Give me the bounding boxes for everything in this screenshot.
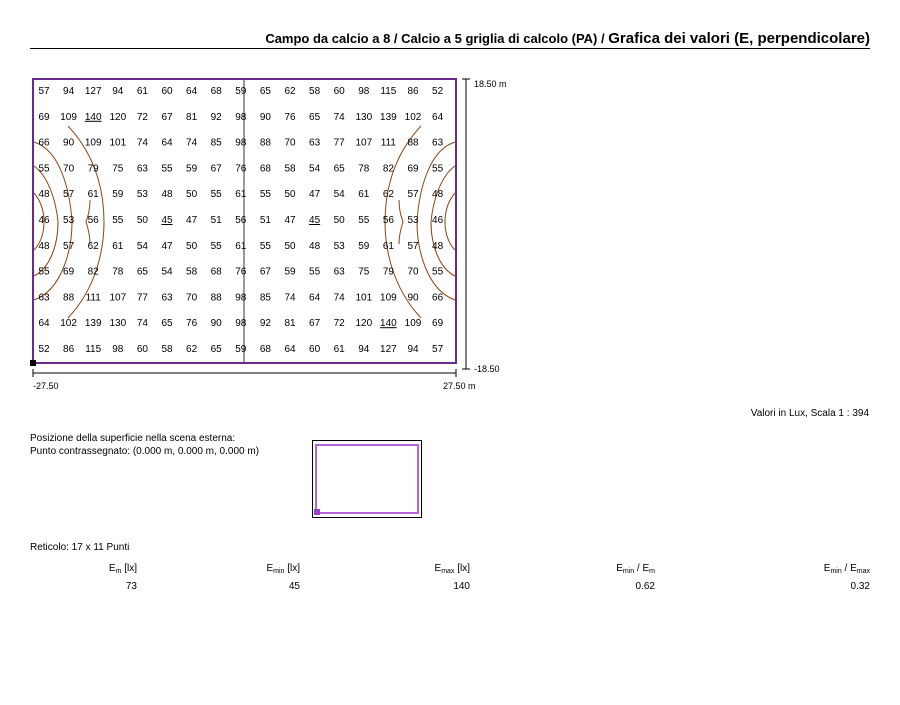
grid-value: 64: [432, 111, 444, 123]
grid-value: 90: [210, 318, 222, 330]
grid-value: 55: [161, 163, 173, 175]
grid-value: 64: [186, 86, 198, 97]
grid-value: 61: [382, 240, 394, 252]
grid-value: 47: [284, 215, 296, 226]
grid-value: 47: [309, 189, 321, 201]
grid-value: 76: [284, 111, 296, 123]
grid-value: 70: [407, 266, 419, 278]
grid-value: 68: [210, 266, 222, 278]
dim-right-x: 27.50 m: [443, 381, 476, 391]
grid-value: 82: [87, 266, 99, 278]
grid-value: 64: [309, 292, 321, 304]
grid-value: 64: [284, 344, 296, 355]
stat-emin-em-value: 0.62: [635, 581, 655, 592]
grid-value: 54: [136, 240, 148, 252]
grid-value: 59: [284, 266, 296, 278]
grid-value: 109: [380, 292, 397, 304]
grid-value: 94: [63, 86, 75, 97]
scale-note: Valori in Lux, Scala 1 : 394: [750, 408, 869, 419]
grid-value: 46: [38, 215, 50, 226]
grid-value: 90: [259, 111, 271, 123]
grid-value: 67: [161, 111, 173, 123]
grid-value: 120: [109, 111, 127, 123]
grid-value: 88: [259, 137, 271, 149]
grid-value: 50: [186, 240, 198, 252]
grid-value: 109: [60, 111, 77, 123]
grid-value: 66: [432, 292, 444, 304]
title-main: Grafica dei valori (E, perpendicolare): [608, 30, 870, 47]
grid-value: 56: [87, 215, 99, 226]
grid-value: 54: [161, 266, 173, 278]
grid-value: 90: [407, 292, 419, 304]
grid-value: 127: [84, 86, 102, 97]
stat-em: $E_m$ [lx] 73: [80, 563, 137, 593]
stat-em-value: 73: [125, 581, 137, 592]
grid-value: 53: [333, 240, 345, 252]
grid-value: 48: [161, 189, 173, 201]
grid-value: 75: [112, 163, 124, 175]
grid-value: 74: [284, 292, 296, 304]
grid-value: 70: [63, 163, 75, 175]
grid-value: 140: [84, 111, 102, 123]
grid-value: 65: [333, 163, 345, 175]
grid-value: 94: [112, 86, 124, 97]
grid-value: 130: [109, 318, 127, 330]
grid-value: 50: [186, 189, 198, 201]
grid-value: 98: [235, 111, 247, 123]
grid-value: 74: [333, 292, 345, 304]
grid-value: 52: [38, 344, 50, 355]
grid-value: 65: [136, 266, 148, 278]
grid-value: 51: [210, 215, 222, 226]
grid-value: 76: [235, 163, 247, 175]
grid-value: 62: [382, 189, 394, 201]
grid-value: 86: [63, 344, 75, 355]
grid-value: 62: [87, 240, 99, 252]
grid-value: 61: [333, 344, 345, 355]
grid-value: 63: [38, 292, 50, 304]
grid-value: 102: [404, 111, 422, 123]
grid-info: Reticolo: 17 x 11 Punti: [30, 542, 130, 553]
grid-value: 70: [284, 137, 296, 149]
grid-value: 58: [186, 266, 198, 278]
grid-value: 45: [309, 215, 321, 226]
grid-value: 59: [186, 163, 198, 175]
grid-value: 56: [235, 215, 247, 226]
grid-value: 48: [309, 240, 321, 252]
grid-value: 88: [407, 137, 419, 149]
grid-value: 55: [112, 215, 124, 226]
grid-value: 72: [136, 111, 148, 123]
grid-value: 48: [432, 240, 444, 252]
grid-value: 94: [358, 344, 370, 355]
marked-point: [314, 509, 320, 515]
grid-value: 48: [432, 189, 444, 201]
grid-value: 62: [284, 86, 296, 97]
grid-value: 69: [407, 163, 419, 175]
grid-value: 57: [407, 240, 419, 252]
grid-value: 109: [84, 137, 102, 149]
title-breadcrumb: Campo da calcio a 8 / Calcio a 5 griglia di calcolo (PA) /: [265, 31, 609, 46]
grid-value: 55: [38, 163, 50, 175]
grid-value: 115: [380, 86, 397, 97]
grid-value: 107: [355, 137, 373, 149]
grid-value: 88: [210, 292, 222, 304]
stat-emin: $E_{min}$ [lx] 45: [230, 563, 300, 593]
grid-value: 72: [333, 318, 345, 330]
grid-value: 64: [161, 137, 173, 149]
grid-value: 69: [38, 111, 50, 123]
grid-value: 120: [355, 318, 373, 330]
grid-value: 55: [432, 163, 444, 175]
grid-value: 63: [333, 266, 345, 278]
grid-value: 64: [38, 318, 50, 330]
position-info: [30, 432, 259, 458]
grid-value: 58: [309, 86, 321, 97]
grid-value: 127: [380, 344, 397, 355]
grid-value: 55: [38, 266, 50, 278]
grid-value: 59: [235, 344, 247, 355]
grid-value: 61: [235, 189, 247, 201]
grid-value: 76: [186, 318, 198, 330]
scene-position-thumbnail: [312, 440, 424, 520]
grid-value: 57: [432, 344, 444, 355]
grid-value: 65: [259, 86, 271, 97]
grid-value: 56: [382, 215, 394, 226]
grid-value: 60: [309, 344, 321, 355]
grid-value: 67: [259, 266, 271, 278]
grid-value: 115: [85, 344, 102, 355]
grid-value: 57: [407, 189, 419, 201]
grid-value: 101: [355, 292, 373, 304]
grid-value: 61: [112, 240, 124, 252]
grid-value: 94: [407, 344, 419, 355]
grid-value: 57: [63, 240, 75, 252]
grid-value: 47: [161, 240, 173, 252]
stat-emin-em: $E_{min} / E_m$ 0.62: [580, 563, 655, 593]
isolux-line: [445, 193, 455, 250]
grid-value: 61: [358, 189, 370, 201]
grid-value: 65: [161, 318, 173, 330]
grid-value: 98: [235, 292, 247, 304]
grid-value: 69: [432, 318, 444, 330]
grid-value: 111: [85, 292, 101, 304]
grid-value: 50: [284, 240, 296, 252]
grid-value: 109: [404, 318, 422, 330]
grid-value: 78: [112, 266, 124, 278]
grid-value: 58: [161, 344, 173, 355]
grid-value: 53: [136, 189, 148, 201]
grid-value: 90: [63, 137, 75, 149]
grid-value: 55: [309, 266, 321, 278]
grid-value: 130: [355, 111, 373, 123]
grid-value: 57: [63, 189, 75, 201]
value-grid: [38, 86, 443, 355]
grid-value: 55: [210, 240, 222, 252]
grid-value: 55: [210, 189, 222, 201]
grid-value: 74: [136, 318, 148, 330]
grid-value: 63: [161, 292, 173, 304]
grid-value: 65: [309, 111, 321, 123]
grid-value: 98: [235, 318, 247, 330]
grid-value: 61: [235, 240, 247, 252]
grid-value: 81: [284, 318, 296, 330]
stat-emax-value: 140: [453, 581, 470, 592]
grid-value: 98: [235, 137, 247, 149]
position-line-2: Punto contrassegnato: (0.000 m, 0.000 m, 0.000 m): [30, 446, 260, 457]
grid-value: 58: [284, 163, 296, 175]
grid-value: 107: [109, 292, 127, 304]
grid-value: 54: [333, 189, 345, 201]
grid-value: 92: [259, 318, 271, 330]
grid-value: 45: [161, 215, 173, 226]
grid-value: 55: [259, 189, 271, 201]
grid-value: 60: [136, 344, 148, 355]
grid-value: 50: [284, 189, 296, 201]
grid-value: 74: [136, 137, 148, 149]
grid-value: 51: [259, 215, 271, 226]
grid-value: 63: [432, 137, 444, 149]
grid-value: 76: [235, 266, 247, 278]
grid-value: 79: [87, 163, 99, 175]
grid-value: 86: [407, 86, 419, 97]
grid-value: 61: [87, 189, 99, 201]
grid-value: 50: [136, 215, 148, 226]
position-line-1: Posizione della superficie nella scena esterna:: [30, 433, 236, 444]
stat-emin-emax: $E_{min} / E_{max}$ 0.32: [780, 563, 870, 593]
grid-value: 101: [109, 137, 127, 149]
grid-value: 54: [309, 163, 321, 175]
grid-value: 46: [432, 215, 444, 226]
grid-value: 55: [358, 215, 370, 226]
grid-value: 85: [210, 137, 222, 149]
grid-value: 98: [358, 86, 370, 97]
grid-value: 48: [38, 240, 50, 252]
grid-value: 74: [333, 111, 345, 123]
grid-value: 92: [210, 111, 222, 123]
grid-value: 111: [380, 137, 397, 149]
stat-emin-emax-value: 0.32: [850, 581, 870, 592]
grid-value: 50: [333, 215, 345, 226]
grid-value: 61: [136, 86, 148, 97]
dim-top-y: 18.50 m: [474, 79, 507, 89]
grid-value: 53: [407, 215, 419, 226]
grid-value: 60: [333, 86, 345, 97]
grid-value: 140: [380, 318, 397, 330]
isolux-line: [399, 200, 403, 244]
grid-value: 70: [186, 292, 198, 304]
stat-emin-value: 45: [288, 581, 300, 592]
origin-marker: [30, 360, 36, 366]
grid-value: 68: [210, 86, 222, 97]
dim-left-x: -27.50: [33, 381, 59, 391]
grid-value: 59: [358, 240, 370, 252]
dim-bottom-y: -18.50: [474, 364, 500, 374]
grid-value: 52: [432, 86, 444, 97]
grid-value: 67: [210, 163, 222, 175]
grid-value: 74: [186, 137, 198, 149]
grid-value: 98: [112, 344, 124, 355]
grid-value: 55: [259, 240, 271, 252]
grid-value: 68: [259, 344, 271, 355]
grid-value: 47: [186, 215, 198, 226]
grid-value: 57: [38, 86, 50, 97]
grid-value: 67: [309, 318, 321, 330]
grid-value: 48: [38, 189, 50, 201]
grid-value: 139: [380, 111, 397, 123]
grid-value: 62: [186, 344, 198, 355]
grid-value: 102: [60, 318, 77, 330]
grid-value: 139: [84, 318, 102, 330]
grid-value: 75: [358, 266, 370, 278]
grid-value: 85: [259, 292, 271, 304]
scene-outline: [313, 441, 422, 518]
grid-value: 66: [38, 137, 50, 149]
grid-value: 63: [309, 137, 321, 149]
grid-value: 69: [63, 266, 75, 278]
grid-value: 77: [136, 292, 148, 304]
grid-value: 53: [63, 215, 75, 226]
grid-value: 68: [259, 163, 271, 175]
grid-value: 63: [136, 163, 148, 175]
grid-value: 77: [333, 137, 345, 149]
grid-value: 82: [382, 163, 394, 175]
grid-value: 79: [382, 266, 394, 278]
grid-value: 55: [432, 266, 444, 278]
grid-value: 59: [235, 86, 247, 97]
grid-value: 88: [63, 292, 75, 304]
grid-value: 81: [186, 111, 198, 123]
grid-value: 65: [210, 344, 222, 355]
stat-emax: $E_{max}$ [lx] 140: [400, 563, 470, 593]
grid-value: 60: [161, 86, 173, 97]
grid-value: 59: [112, 189, 124, 201]
grid-value: 78: [358, 163, 370, 175]
